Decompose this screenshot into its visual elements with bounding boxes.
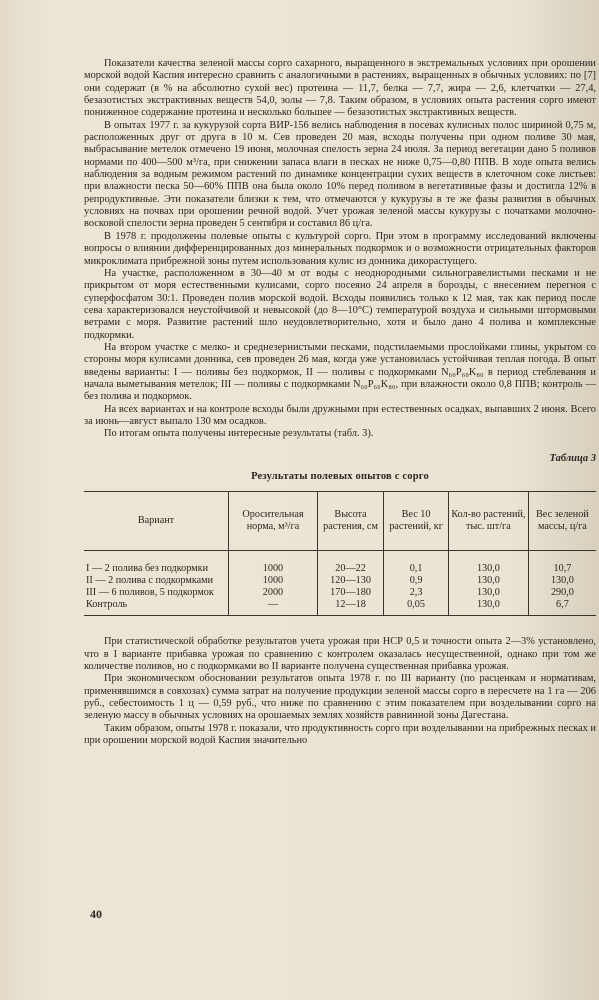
cell-variant: I — 2 полива без подкормки: [86, 563, 209, 575]
paragraph: Показатели качества зеленой массы сорго сахарного, выращенного в экстремальных условиях при орошении морской водой Каспия интересно сравнить с аналогичными в растениях, выращенных в обычных условиях: по [7] они содержат (в % на абсолютно сухой вес) протеина — 11,7, белка — 7,7, жира — 2,6, клетчатки — 27,4, безазотистых экстрактивных веществ 54,0, золы — 7,8. Таким образом, в условиях опыта растения сорго имеют пониженное содержание протеина и несколько большее — безазотистых экстрактивных веществ.: [84, 58, 596, 119]
table-row: [84, 587, 596, 599]
cell-variant: II — 2 полива с подкормками: [86, 575, 214, 587]
cell: 1000: [229, 563, 318, 575]
cell: 12—18: [317, 599, 383, 616]
paragraph: Таким образом, опыты 1978 г. показали, что продуктивность сорго при возделывании на прибрежных песках и при орошении морской водой Каспия значительно: [84, 722, 596, 747]
header-weight-10-plants: Вес 10 растений, кг: [384, 492, 449, 551]
header-irrigation-norm: Оросительная норма, м³/га: [229, 492, 318, 551]
cell: 130,0: [448, 587, 528, 599]
paragraph: По итогам опыта получены интересные результаты (табл. 3).: [104, 428, 374, 440]
page-content: [84, 58, 596, 747]
cell: 130,0: [528, 575, 596, 587]
paragraph: При статистической обработке результатов учета урожая при НСР 0,5 и точности опыта 2—3% установлено, что в I варианте прибавка урожая по сравнению с контролем оказалась несущественной, однако при том же количестве поливов, но с подкормками во II варианте получена существенная прибавка урожая.: [84, 636, 596, 673]
page-number: 40: [90, 907, 102, 921]
cell: 120—130: [317, 575, 383, 587]
cell: 0,05: [384, 599, 449, 616]
table-row: [84, 575, 596, 587]
cell-variant: III — 6 поливов, 5 подкормок: [86, 587, 214, 599]
table-header-row: [84, 492, 596, 551]
cell: —: [229, 599, 318, 616]
header-green-mass: Вес зеленой массы, ц/га: [528, 492, 596, 551]
cell: 130,0: [448, 563, 528, 575]
cell: 20—22: [317, 563, 383, 575]
paragraph: На всех вариантах и на контроле всходы были дружными при естественных осадках, выпавших 2 июня. Всего за июнь—август выпало 130 мм осадков.: [84, 403, 596, 427]
paragraph: При экономическом обосновании результатов опыта 1978 г. по III варианту (по расценкам и нормативам, применявшимся в совхозах) сумма затрат на получение продукции зеленой массы сорго в пересчете на 1 га — 206 руб., себестоимость 1 ц — 0,59 руб., что ниже по сравнению с этим показателем при возделывании сорго на зеленую массу в обычных условиях на орошаемых землях хозяйств равнинной зоны Дагестана.: [84, 673, 596, 722]
paragraph: На участке, расположенном в 30—40 м от воды с неоднородными сильногравелистыми песками и не прикрытом от моря естественными кулисами, сорго посеяно 24 апреля в борозды, с внесением перегноя с суперфосфатом 30:1. Проведен полив морской водой. Всходы появились только к 12 мая, так как период после сева характеризовался неустойчивой и невысокой (до 8—10°С) температурой воздуха и сильными штормовыми ветрами с моря. Развитие растений шло неудовлетворительно, хотя и было дано 4 полива и комплексные подкормки.: [84, 267, 596, 341]
paragraph: На втором участке с мелко- и среднезернистыми песками, подстилаемыми прослойками глины, укрытом со стороны моря кулисами донника, сев проведен 26 мая, когда уже установилась устойчивая теплая погода. В опыт введены варианты: I — поливы без подкормок, II — поливы с подкормками N₆₀P₆₀K₈₀ в период стеблевания и начала выметывания метелок; III — поливы с подкормками N₆₀P₆₀K₈₀, при влажности около 0,8 ППВ; контроль — без полива и подкормок.: [84, 341, 596, 403]
table-spacer: [84, 551, 596, 564]
header-variant: Вариант: [84, 492, 229, 551]
table-row: [84, 599, 596, 616]
cell: 2000: [229, 587, 318, 599]
cell: 0,9: [384, 575, 449, 587]
text-after-table: [84, 636, 596, 747]
header-plant-count: Кол-во растений, тыс. шт/га: [448, 492, 528, 551]
cell: 1000: [229, 575, 318, 587]
table-title: Результаты полевых опытов с сорго: [251, 471, 429, 482]
table-label: Таблица 3: [549, 452, 596, 464]
cell: 6,7: [528, 599, 596, 616]
table-row: [84, 563, 596, 575]
paragraph: В опытах 1977 г. за кукурузой сорта ВИР-156 велись наблюдения в посевах кулисных полос шириной 0,75 м, расположенных друг от друга в 10 м. Сев проведен 20 мая, всходы получены при одном поливе 30 мая, выбрасывание метелок отмечено 19 июня, молочная спелость зерна 24 июля. За период вегетации дано 5 поливов нормами по 400—500 м³/га, при снижении запаса влаги в песках не ниже 0,75—0,80 ППВ. В ходе опыта велись наблюдения за водным режимом растений по динамике концентрации сухих веществ в клеточном соке листьев: при влажности песка 50—60% ППВ она была около 10% перед поливом в вегетативные фазы и достигла 12% в репродуктивные. Эти показатели близки к тем, что отмечаются у кукурузы в те же фазы развития в обычных условиях на почвах при орошении речной водой. Учет урожая зеленой массы кукурузы с початками молочно-восковой спелости зерна проведен 5 сентября и составил 86 ц/га.: [84, 119, 596, 230]
cell: 130,0: [448, 599, 528, 616]
results-table: [84, 491, 596, 616]
paragraph: В 1978 г. продолжены полевые опыты с культурой сорго. При этом в программу исследований включены вопросы о влиянии дифференцированных доз минеральных подкормок и о возможности отрицательных факторов микроклимата прибрежной зоны путем использования кулис из донника дикорастущего.: [84, 230, 596, 267]
cell: 130,0: [448, 575, 528, 587]
header-plant-height: Высота растения, см: [317, 492, 383, 551]
cell: 170—180: [317, 587, 383, 599]
cell: 2,3: [384, 587, 449, 599]
cell: 290,0: [528, 587, 596, 599]
cell: 10,7: [528, 563, 596, 575]
cell: 0,1: [384, 563, 449, 575]
cell-variant: Контроль: [84, 599, 229, 616]
